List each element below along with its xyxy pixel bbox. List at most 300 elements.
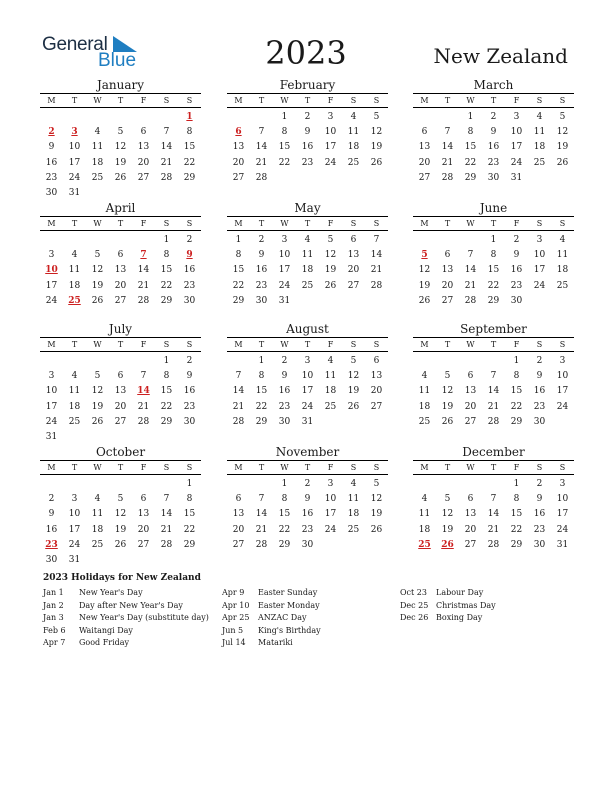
day-cell: 21 [160, 157, 173, 168]
day-cell: 31 [556, 539, 569, 550]
day-cell: 11 [324, 371, 337, 382]
day-cell: 12 [91, 265, 104, 276]
weekday-label: S [186, 463, 193, 472]
day-cell: 21 [464, 280, 477, 291]
day-cell: 19 [114, 157, 127, 168]
day-cell: 22 [464, 157, 477, 168]
day-cell: 30 [255, 295, 268, 306]
logo-general-text: General [42, 34, 108, 55]
day-cell: 25 [91, 539, 104, 550]
empty-cell [250, 110, 273, 125]
day-cell: 13 [370, 371, 383, 382]
day-cell: 4 [94, 494, 101, 505]
month-june [413, 201, 574, 309]
day-cell: 13 [441, 265, 454, 276]
empty-cell [86, 110, 109, 125]
day-cell: 8 [258, 371, 265, 382]
month-december [413, 445, 574, 553]
month-february [227, 78, 388, 186]
day-cell: 27 [441, 295, 454, 306]
day-cell: 16 [45, 524, 58, 535]
day-cell: 23 [533, 401, 546, 412]
day-cell: 16 [533, 386, 546, 397]
weekday-header [227, 93, 388, 108]
day-cell: 30 [278, 416, 291, 427]
day-cell: 3 [304, 356, 311, 366]
day-cell: 30 [487, 172, 500, 183]
day-cell: 10 [45, 386, 58, 397]
day-cell: 10 [556, 371, 569, 382]
day-cell: 24 [45, 416, 58, 427]
day-cell: 25 [556, 280, 569, 291]
weekday-label: S [350, 463, 357, 472]
day-cell: 21 [370, 265, 383, 276]
weekday-label: M [47, 96, 56, 105]
day-cell: 18 [418, 524, 431, 535]
day-cell: 15 [510, 386, 523, 397]
holiday-row [222, 587, 321, 600]
day-cell: 13 [137, 509, 150, 520]
weekday-label: F [513, 96, 520, 105]
day-cell: 2 [281, 356, 288, 366]
empty-cell [227, 354, 250, 369]
holiday-row [400, 587, 496, 600]
day-cell: 7 [163, 127, 170, 138]
holiday-day-cell: 2 [48, 127, 55, 138]
day-cell: 5 [373, 479, 380, 489]
holiday-name: Day after New Year's Day [79, 600, 183, 610]
day-cell: 25 [301, 280, 314, 291]
day-cell: 11 [68, 265, 81, 276]
month-name: January [96, 78, 145, 92]
weekday-label: T [304, 463, 311, 472]
holiday-name: Labour Day [436, 588, 484, 597]
day-cell: 26 [114, 172, 127, 183]
empty-cell [436, 110, 459, 125]
weekday-label: T [258, 463, 265, 472]
day-cell: 5 [94, 250, 101, 261]
holiday-row [222, 612, 321, 625]
day-cell: 13 [114, 265, 127, 276]
day-cell: 6 [421, 127, 428, 138]
day-cell: 19 [91, 401, 104, 412]
holiday-row [43, 637, 209, 650]
day-cell: 10 [324, 494, 337, 505]
day-cell: 22 [255, 401, 268, 412]
day-cell: 19 [441, 401, 454, 412]
day-cell: 29 [183, 172, 196, 183]
day-cell: 4 [559, 235, 566, 245]
day-cell: 28 [441, 172, 454, 183]
holiday-date: Jan 3 [43, 613, 64, 623]
day-cell: 12 [91, 386, 104, 397]
day-cell: 9 [536, 494, 543, 505]
weekday-label: F [140, 219, 147, 228]
day-cell: 1 [163, 356, 170, 366]
day-cell: 23 [487, 157, 500, 168]
day-grid [227, 110, 388, 186]
day-cell: 16 [183, 265, 196, 276]
empty-cell [413, 233, 436, 248]
weekday-header [40, 460, 201, 475]
day-cell: 30 [183, 416, 196, 427]
holiday-row [43, 625, 209, 638]
month-march [413, 78, 574, 186]
holiday-day-cell: 25 [418, 539, 431, 550]
day-cell: 11 [91, 509, 104, 520]
weekday-header [413, 93, 574, 108]
empty-cell [413, 354, 436, 369]
day-cell: 1 [513, 479, 520, 489]
day-cell: 26 [91, 295, 104, 306]
weekday-label: T [304, 340, 311, 349]
weekday-label: F [327, 96, 334, 105]
day-cell: 19 [347, 386, 360, 397]
holiday-date: Dec 25 [400, 600, 429, 610]
day-cell: 27 [464, 416, 477, 427]
weekday-label: T [258, 219, 265, 228]
day-cell: 12 [324, 250, 337, 261]
holiday-date: Jul 14 [222, 638, 246, 648]
day-cell: 9 [536, 371, 543, 382]
day-cell: 13 [464, 386, 477, 397]
weekday-label: T [444, 340, 451, 349]
day-cell: 14 [464, 265, 477, 276]
holiday-date: Feb 6 [43, 625, 66, 635]
weekday-label: F [513, 219, 520, 228]
empty-cell [86, 477, 109, 492]
day-cell: 17 [556, 509, 569, 520]
day-cell: 14 [487, 386, 500, 397]
day-cell: 28 [137, 295, 150, 306]
day-cell: 7 [373, 235, 380, 245]
day-cell: 30 [301, 539, 314, 550]
weekday-label: S [536, 463, 543, 472]
weekday-label: T [117, 219, 124, 228]
day-cell: 17 [556, 386, 569, 397]
day-cell: 10 [556, 494, 569, 505]
day-cell: 28 [255, 172, 268, 183]
weekday-label: M [47, 463, 56, 472]
day-cell: 29 [255, 416, 268, 427]
day-cell: 25 [347, 524, 360, 535]
day-cell: 6 [444, 250, 451, 261]
day-cell: 9 [304, 494, 311, 505]
day-cell: 25 [347, 157, 360, 168]
day-cell: 6 [350, 235, 357, 245]
weekday-label: M [47, 340, 56, 349]
day-cell: 19 [91, 280, 104, 291]
day-cell: 27 [464, 539, 477, 550]
day-cell: 11 [418, 509, 431, 520]
weekday-label: S [373, 340, 380, 349]
holiday-date: Oct 23 [400, 588, 427, 597]
day-cell: 15 [160, 265, 173, 276]
day-cell: 28 [487, 416, 500, 427]
holiday-day-cell: 25 [68, 295, 81, 306]
day-cell: 11 [68, 386, 81, 397]
holiday-column [222, 587, 321, 650]
day-cell: 16 [278, 386, 291, 397]
month-name: December [462, 445, 525, 459]
day-cell: 23 [183, 280, 196, 291]
day-cell: 20 [232, 157, 245, 168]
day-cell: 26 [370, 157, 383, 168]
day-cell: 10 [324, 127, 337, 138]
empty-cell [155, 477, 178, 492]
day-cell: 9 [304, 127, 311, 138]
day-cell: 31 [68, 554, 81, 565]
holiday-row [43, 587, 209, 600]
weekday-label: M [234, 463, 243, 472]
day-cell: 23 [45, 172, 58, 183]
day-cell: 5 [444, 371, 451, 382]
day-grid [227, 477, 388, 553]
day-cell: 14 [255, 509, 268, 520]
day-cell: 31 [278, 295, 291, 306]
weekday-label: T [117, 463, 124, 472]
weekday-label: F [140, 96, 147, 105]
day-cell: 20 [441, 280, 454, 291]
empty-cell [109, 110, 132, 125]
day-cell: 3 [559, 356, 566, 366]
day-cell: 14 [441, 142, 454, 153]
day-cell: 17 [68, 524, 81, 535]
day-grid [413, 233, 574, 309]
day-cell: 8 [163, 250, 170, 261]
weekday-label: W [280, 219, 289, 228]
day-cell: 11 [91, 142, 104, 153]
logo-blue-text: Blue [98, 50, 137, 71]
holiday-day-cell: 7 [140, 250, 147, 261]
empty-cell [63, 110, 86, 125]
day-cell: 19 [556, 142, 569, 153]
weekday-label: F [327, 219, 334, 228]
holiday-day-cell: 1 [186, 112, 193, 122]
weekday-label: T [444, 219, 451, 228]
day-cell: 6 [467, 494, 474, 505]
day-cell: 6 [140, 127, 147, 138]
holiday-row [222, 600, 321, 613]
weekday-label: F [327, 340, 334, 349]
day-cell: 19 [324, 265, 337, 276]
day-cell: 7 [140, 371, 147, 382]
holiday-day-cell: 14 [137, 386, 150, 397]
empty-cell [40, 354, 63, 369]
day-cell: 27 [114, 295, 127, 306]
day-cell: 27 [114, 416, 127, 427]
day-cell: 17 [533, 265, 546, 276]
day-cell: 10 [510, 127, 523, 138]
day-cell: 5 [444, 494, 451, 505]
weekday-label: T [444, 463, 451, 472]
day-cell: 2 [490, 112, 497, 122]
day-cell: 24 [556, 524, 569, 535]
day-cell: 11 [418, 386, 431, 397]
empty-cell [459, 477, 482, 492]
month-july [40, 322, 201, 445]
day-cell: 15 [183, 509, 196, 520]
day-cell: 4 [94, 127, 101, 138]
day-cell: 23 [301, 524, 314, 535]
empty-cell [63, 477, 86, 492]
empty-cell [132, 233, 155, 248]
day-cell: 25 [324, 401, 337, 412]
day-cell: 24 [556, 401, 569, 412]
holiday-name: King's Birthday [258, 625, 321, 635]
weekday-label: S [163, 219, 170, 228]
day-cell: 21 [160, 524, 173, 535]
weekday-label: S [559, 463, 566, 472]
day-cell: 15 [255, 386, 268, 397]
day-cell: 5 [559, 112, 566, 122]
day-cell: 24 [45, 295, 58, 306]
day-cell: 21 [487, 401, 500, 412]
weekday-label: T [490, 340, 497, 349]
day-cell: 19 [441, 524, 454, 535]
weekday-header [413, 216, 574, 231]
day-cell: 27 [370, 401, 383, 412]
day-cell: 22 [510, 401, 523, 412]
day-cell: 27 [347, 280, 360, 291]
day-cell: 12 [114, 509, 127, 520]
day-cell: 23 [278, 401, 291, 412]
day-cell: 23 [510, 280, 523, 291]
day-cell: 14 [160, 142, 173, 153]
day-cell: 29 [510, 416, 523, 427]
weekday-header [227, 460, 388, 475]
months-grid [40, 78, 574, 565]
day-cell: 26 [347, 401, 360, 412]
day-cell: 12 [347, 371, 360, 382]
day-cell: 8 [490, 250, 497, 261]
day-cell: 28 [232, 416, 245, 427]
day-cell: 3 [71, 494, 78, 505]
weekday-label: S [350, 96, 357, 105]
weekday-label: W [93, 96, 102, 105]
day-cell: 1 [186, 479, 193, 489]
holiday-day-cell: 26 [441, 539, 454, 550]
month-name: July [108, 322, 133, 336]
day-grid [413, 477, 574, 553]
day-cell: 26 [91, 416, 104, 427]
empty-cell [436, 354, 459, 369]
day-cell: 13 [114, 386, 127, 397]
day-cell: 15 [278, 509, 291, 520]
day-cell: 1 [467, 112, 474, 122]
day-cell: 5 [94, 371, 101, 382]
day-cell: 14 [232, 386, 245, 397]
weekday-label: F [140, 340, 147, 349]
day-cell: 17 [324, 509, 337, 520]
holiday-date: Apr 25 [222, 613, 250, 623]
holiday-day-cell: 3 [71, 127, 78, 138]
day-cell: 18 [347, 142, 360, 153]
day-cell: 22 [160, 280, 173, 291]
day-cell: 15 [464, 142, 477, 153]
empty-cell [132, 354, 155, 369]
day-cell: 24 [68, 172, 81, 183]
day-cell: 8 [513, 371, 520, 382]
day-cell: 25 [68, 416, 81, 427]
weekday-label: S [559, 219, 566, 228]
day-cell: 3 [513, 112, 520, 122]
weekday-label: S [186, 219, 193, 228]
day-cell: 29 [487, 295, 500, 306]
holiday-name: Good Friday [79, 638, 130, 648]
weekday-label: S [559, 96, 566, 105]
day-cell: 20 [464, 524, 477, 535]
day-cell: 3 [48, 371, 55, 382]
day-cell: 28 [255, 539, 268, 550]
day-cell: 4 [71, 250, 78, 261]
country-name: New Zealand [433, 44, 568, 68]
weekday-label: T [444, 96, 451, 105]
day-cell: 21 [255, 157, 268, 168]
weekday-label: M [420, 463, 429, 472]
weekday-label: W [466, 340, 475, 349]
holiday-row [43, 600, 209, 613]
empty-cell [413, 110, 436, 125]
weekday-label: T [490, 219, 497, 228]
weekday-label: S [186, 96, 193, 105]
day-cell: 15 [487, 265, 500, 276]
month-name: June [479, 201, 508, 215]
weekday-label: W [466, 96, 475, 105]
day-cell: 18 [324, 386, 337, 397]
holiday-row [222, 637, 321, 650]
day-cell: 29 [232, 295, 245, 306]
day-cell: 6 [373, 356, 380, 366]
day-cell: 30 [45, 187, 58, 198]
day-cell: 3 [536, 235, 543, 245]
weekday-label: S [186, 340, 193, 349]
day-cell: 7 [235, 371, 242, 382]
holiday-row [222, 625, 321, 638]
day-cell: 6 [117, 250, 124, 261]
weekday-header [40, 216, 201, 231]
day-cell: 2 [258, 235, 265, 245]
day-cell: 18 [347, 509, 360, 520]
weekday-label: S [536, 219, 543, 228]
day-grid [413, 354, 574, 430]
day-cell: 3 [559, 479, 566, 489]
day-cell: 26 [114, 539, 127, 550]
day-cell: 30 [533, 416, 546, 427]
weekday-label: T [258, 96, 265, 105]
day-cell: 10 [68, 509, 81, 520]
day-cell: 28 [160, 172, 173, 183]
day-cell: 23 [533, 524, 546, 535]
weekday-label: W [93, 463, 102, 472]
day-cell: 20 [114, 401, 127, 412]
day-cell: 10 [68, 142, 81, 153]
day-cell: 21 [137, 401, 150, 412]
day-cell: 26 [556, 157, 569, 168]
weekday-label: W [280, 340, 289, 349]
empty-cell [436, 233, 459, 248]
day-cell: 21 [487, 524, 500, 535]
weekday-label: T [71, 219, 78, 228]
day-cell: 10 [533, 250, 546, 261]
holiday-day-cell: 10 [45, 265, 58, 276]
day-cell: 26 [370, 524, 383, 535]
holiday-name: Easter Monday [258, 600, 320, 610]
weekday-label: S [350, 219, 357, 228]
day-cell: 17 [45, 280, 58, 291]
holiday-column [43, 587, 209, 650]
month-august [227, 322, 388, 430]
